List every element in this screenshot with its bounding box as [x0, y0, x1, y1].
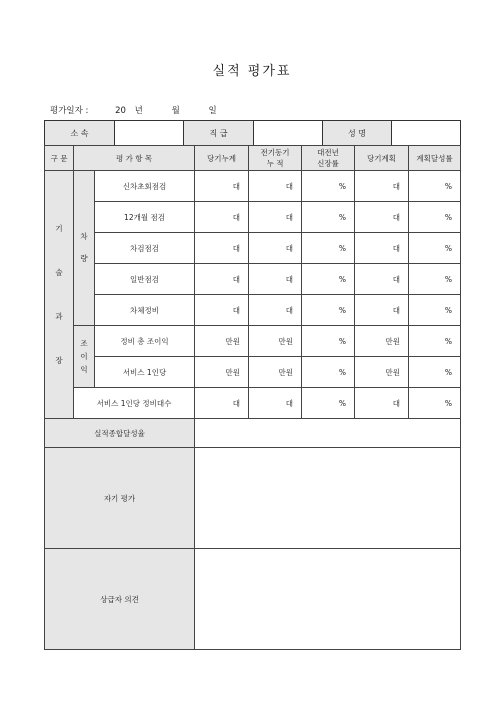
cell-growth-rate[interactable]: % [302, 202, 355, 233]
cell-plan[interactable]: 만원 [355, 326, 409, 357]
item-label: 서비스 1인당 정비대수 [74, 388, 195, 419]
name-label: 성 명 [323, 121, 392, 146]
table-row [45, 233, 461, 264]
page-title: 실적 평가표 [212, 64, 292, 79]
cell-prev-cumulative[interactable]: 대 [249, 388, 302, 419]
cell-growth-rate[interactable]: % [302, 171, 355, 202]
table-row [45, 295, 461, 326]
cell-plan[interactable]: 만원 [355, 357, 409, 388]
overall-achievement-label: 실적종합달성율 [45, 419, 195, 448]
item-label: 차체정비 [95, 295, 195, 326]
header-current-total: 당기누계 [195, 146, 249, 171]
cell-achievement[interactable]: % [409, 171, 461, 202]
year-unit: 년 [134, 106, 143, 116]
cell-growth-rate[interactable]: % [302, 326, 355, 357]
cell-current-total[interactable]: 만원 [195, 357, 249, 388]
table-row [45, 171, 461, 202]
cell-achievement[interactable]: % [409, 264, 461, 295]
item-label: 신차초회점검 [95, 171, 195, 202]
cell-growth-rate[interactable]: % [302, 233, 355, 264]
group-gross-profit: 조 이 익 [74, 326, 95, 388]
cell-plan[interactable]: 대 [355, 388, 409, 419]
item-label: 서비스 1인당 [95, 357, 195, 388]
cell-achievement[interactable]: % [409, 326, 461, 357]
header-plan: 당기계획 [355, 146, 409, 171]
cell-growth-rate[interactable]: % [302, 295, 355, 326]
header-achievement: 계획달성률 [409, 146, 461, 171]
evaluation-date-line [50, 104, 217, 116]
cell-plan[interactable]: 대 [355, 202, 409, 233]
dept-field[interactable] [115, 121, 184, 146]
cell-prev-cumulative[interactable]: 만원 [249, 326, 302, 357]
position-field[interactable] [254, 121, 323, 146]
item-label: 일반점검 [95, 264, 195, 295]
cell-prev-cumulative[interactable]: 대 [249, 171, 302, 202]
dept-label: 소 속 [45, 121, 115, 146]
table-row [45, 357, 461, 388]
item-label: 차검점검 [95, 233, 195, 264]
cell-current-total[interactable]: 대 [195, 171, 249, 202]
cell-current-total[interactable]: 대 [195, 233, 249, 264]
header-category: 구 문 [45, 146, 74, 171]
cell-prev-cumulative[interactable]: 대 [249, 264, 302, 295]
section-tech-manager: 기 술 과 장 [45, 171, 74, 419]
table-row [45, 264, 461, 295]
supervisor-opinion-label: 상급자 의견 [45, 549, 195, 650]
cell-plan[interactable]: 대 [355, 295, 409, 326]
name-field[interactable] [392, 121, 461, 146]
cell-current-total[interactable]: 대 [195, 264, 249, 295]
table-row [45, 202, 461, 233]
cell-plan[interactable]: 대 [355, 233, 409, 264]
cell-plan[interactable]: 대 [355, 171, 409, 202]
year-prefix: 20 [115, 106, 126, 116]
header-growth-rate: 대전년 신장률 [302, 146, 355, 171]
cell-prev-cumulative[interactable]: 대 [249, 233, 302, 264]
performance-table [44, 145, 461, 650]
cell-current-total[interactable]: 대 [195, 388, 249, 419]
item-label: 정비 총 조이익 [95, 326, 195, 357]
month-unit: 월 [171, 106, 180, 116]
cell-prev-cumulative[interactable]: 대 [249, 295, 302, 326]
cell-achievement[interactable]: % [409, 202, 461, 233]
header-prev-cumulative: 전기동기 누 적 [249, 146, 302, 171]
position-label: 직 급 [184, 121, 254, 146]
cell-achievement[interactable]: % [409, 233, 461, 264]
self-evaluation-field[interactable] [195, 448, 461, 549]
table-row [45, 326, 461, 357]
evaluation-date-label: 평가일자 : [50, 106, 89, 116]
cell-achievement[interactable]: % [409, 357, 461, 388]
cell-current-total[interactable]: 만원 [195, 326, 249, 357]
cell-plan[interactable]: 대 [355, 264, 409, 295]
employee-info-table [44, 120, 461, 146]
group-vehicle: 차 량 [74, 171, 95, 326]
cell-achievement[interactable]: % [409, 295, 461, 326]
header-item: 평 가 항 목 [74, 146, 195, 171]
cell-prev-cumulative[interactable]: 대 [249, 202, 302, 233]
cell-growth-rate[interactable]: % [302, 264, 355, 295]
cell-achievement[interactable]: % [409, 388, 461, 419]
supervisor-opinion-field[interactable] [195, 549, 461, 650]
cell-current-total[interactable]: 대 [195, 202, 249, 233]
cell-growth-rate[interactable]: % [302, 388, 355, 419]
cell-prev-cumulative[interactable]: 만원 [249, 357, 302, 388]
cell-growth-rate[interactable]: % [302, 357, 355, 388]
item-label: 12개월 점검 [95, 202, 195, 233]
self-evaluation-label: 자기 평가 [45, 448, 195, 549]
table-row [45, 388, 461, 419]
cell-current-total[interactable]: 대 [195, 295, 249, 326]
day-unit: 일 [208, 106, 217, 116]
overall-achievement-field[interactable] [195, 419, 461, 448]
